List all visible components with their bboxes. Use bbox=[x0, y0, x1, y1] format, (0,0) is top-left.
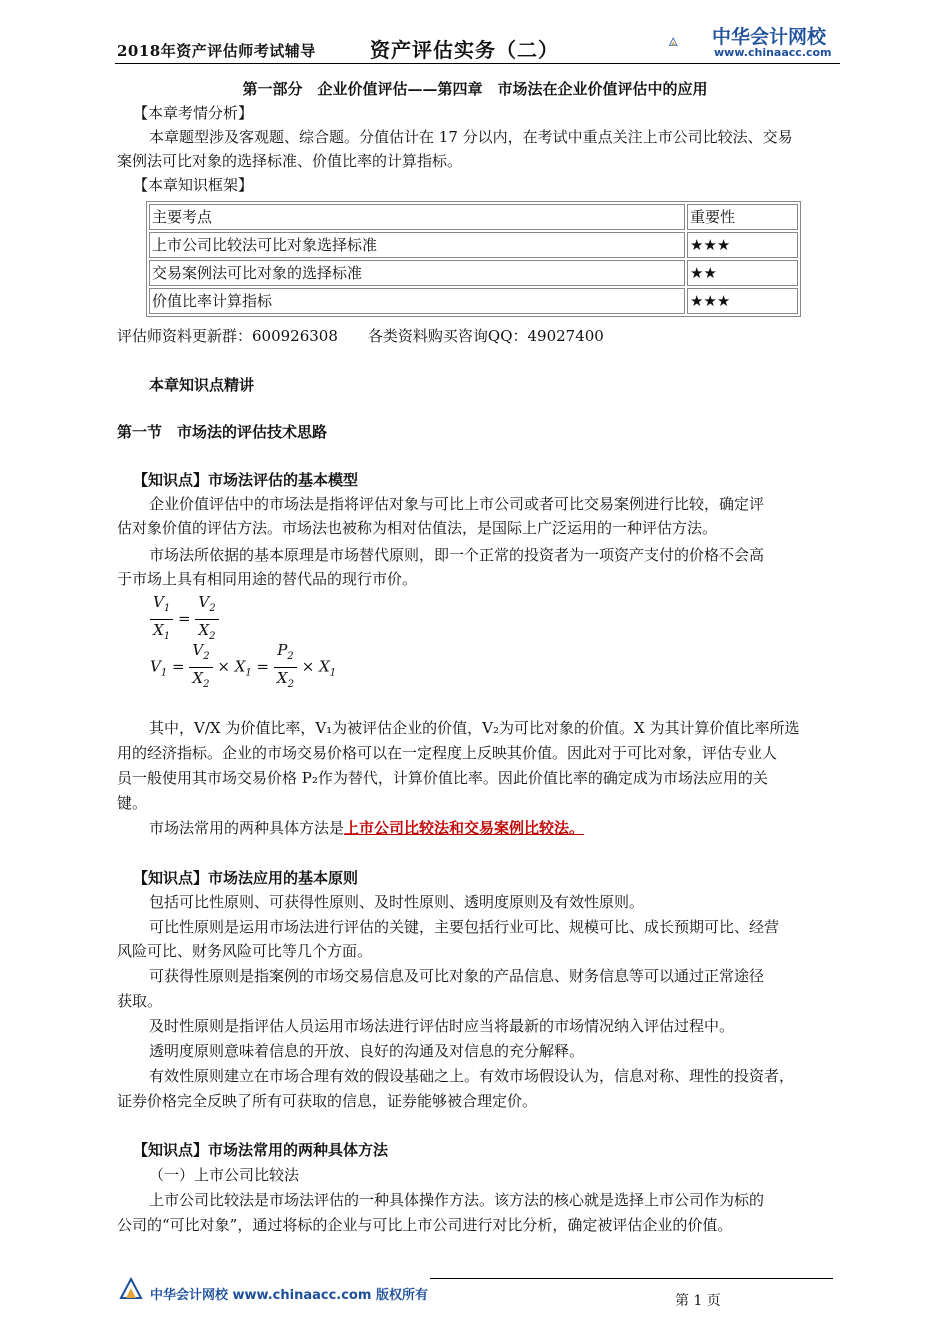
chapter-title: 第一部分 企业价值评估——第四章 市场法在企业价值评估中的应用 bbox=[242, 80, 708, 98]
kp1-heading: 【知识点】市场法评估的基本模型 bbox=[133, 471, 359, 489]
group-info: 评估师资料更新群：600926308 各类资料购买咨询QQ：49027400 bbox=[117, 327, 604, 345]
section-label: 本章知识点精讲 bbox=[149, 376, 255, 394]
importance-stars: ★★ bbox=[687, 260, 798, 286]
importance-stars: ★★★ bbox=[687, 232, 798, 258]
table-cell: 上市公司比较法可比对象选择标准 bbox=[149, 232, 685, 258]
methods-prefix: 市场法常用的两种具体方法是 bbox=[149, 819, 345, 837]
header-book-title: 资产评估实务（二） bbox=[370, 38, 559, 62]
kp2-paragraph: 证券价格完全反映了所有可获取的信息，证券能够被合理定价。 bbox=[117, 1092, 538, 1110]
kp2-paragraph: 风险可比、财务风险可比等几个方面。 bbox=[117, 942, 373, 960]
table-header-cell: 主要考点 bbox=[149, 204, 685, 230]
kp1-paragraph: 键。 bbox=[117, 794, 148, 812]
footer-divider bbox=[430, 1278, 833, 1279]
table-row bbox=[149, 288, 798, 314]
kp1-paragraph: 员一般使用其市场交易价格 P₂作为替代，计算价值比率。因此价值比率的确定成为市场法应用的关 bbox=[117, 769, 768, 787]
kp2-paragraph: 获取。 bbox=[117, 992, 163, 1010]
kp3-subheading: （一）上市公司比较法 bbox=[149, 1166, 300, 1184]
table-cell: 价值比率计算指标 bbox=[149, 288, 685, 314]
importance-stars: ★★★ bbox=[687, 288, 798, 314]
kp2-paragraph: 透明度原则意味着信息的开放、良好的沟通及对信息的充分解释。 bbox=[149, 1042, 585, 1060]
kp2-paragraph: 可比性原则是运用市场法进行评估的关键，主要包括行业可比、规模可比、成长预期可比、经营 bbox=[149, 918, 780, 936]
section-1-title: 第一节 市场法的评估技术思路 bbox=[117, 423, 328, 441]
formula-ratio: $\frac{V_1}{X_1}$ = $\frac{V_2}{X_2}$ bbox=[150, 592, 219, 647]
kp3-heading: 【知识点】市场法常用的两种具体方法 bbox=[133, 1141, 389, 1159]
kp1-paragraph: 市场法所依据的基本原理是市场替代原则，即一个正常的投资者为一项资产支付的价格不会高 bbox=[149, 546, 765, 564]
kp1-paragraph: 企业价值评估中的市场法是指将评估对象与可比上市公司或者可比交易案例进行比较，确定评 bbox=[149, 495, 765, 513]
kp1-paragraph: 估对象价值的评估方法。市场法也被称为相对估值法，是国际上广泛运用的一种评估方法。 bbox=[117, 519, 718, 537]
kp2-paragraph: 可获得性原则是指案例的市场交易信息及可比对象的产品信息、财务信息等可以通过正常途径 bbox=[149, 967, 765, 985]
analysis-line-1: 本章题型涉及客观题、综合题。分值估计在 17 分以内，在考试中重点关注上市公司比较法、交易 bbox=[149, 128, 793, 146]
table-cell: 交易案例法可比对象的选择标准 bbox=[149, 260, 685, 286]
methods-highlight: 上市公司比较法和交易案例比较法。 bbox=[344, 819, 585, 837]
kp2-paragraph: 及时性原则是指评估人员运用市场法进行评估时应当将最新的市场情况纳入评估过程中。 bbox=[149, 1017, 735, 1035]
table-row bbox=[149, 232, 798, 258]
knowledge-framework-table bbox=[146, 201, 801, 317]
kp1-paragraph: 于市场上具有相同用途的替代品的现行市价。 bbox=[117, 570, 418, 588]
footer-logo-icon bbox=[118, 1276, 148, 1302]
logo-url: www.chinaacc.com bbox=[714, 46, 832, 59]
header-course-title: 2018年资产评估师考试辅导 bbox=[117, 42, 316, 60]
table-row bbox=[149, 260, 798, 286]
analysis-heading: 【本章考情分析】 bbox=[133, 104, 254, 122]
table-header-row bbox=[149, 204, 798, 230]
footer-copyright: 中华会计网校 www.chinaacc.com 版权所有 bbox=[150, 1288, 428, 1303]
framework-heading: 【本章知识框架】 bbox=[133, 176, 254, 194]
kp2-heading: 【知识点】市场法应用的基本原则 bbox=[133, 869, 359, 887]
kp3-paragraph: 公司的“可比对象”，通过将标的企业与可比上市公司进行对比分析，确定被评估企业的价值。 bbox=[117, 1216, 733, 1234]
kp2-paragraph: 包括可比性原则、可获得性原则、及时性原则、透明度原则及有效性原则。 bbox=[149, 893, 645, 911]
table-header-cell: 重要性 bbox=[687, 204, 798, 230]
logo-text: 中华会计网校 bbox=[712, 26, 827, 48]
kp3-paragraph: 上市公司比较法是市场法评估的一种具体操作方法。该方法的核心就是选择上市公司作为标的 bbox=[149, 1191, 765, 1209]
formula-value: $V_1$ = $\frac{V_2}{X_2}$ × $X_1$ = $\frac{P_2}{X_2}$ × $X_1$ bbox=[150, 641, 337, 690]
kp1-methods-line bbox=[149, 816, 584, 840]
kp2-paragraph: 有效性原则建立在市场合理有效的假设基础之上。有效市场假设认为，信息对称、理性的投资者， bbox=[149, 1067, 795, 1085]
header-divider bbox=[115, 63, 840, 64]
kp1-paragraph: 用的经济指标。企业的市场交易价格可以在一定程度上反映其价值。因此对于可比对象，评估专业人 bbox=[117, 744, 778, 762]
page-number: 第 1 页 bbox=[675, 1293, 721, 1309]
analysis-line-2: 案例法可比对象的选择标准、价值比率的计算指标。 bbox=[117, 152, 463, 170]
chinaacc-logo-icon bbox=[668, 20, 712, 64]
kp1-paragraph: 其中，V/X 为价值比率，V₁为被评估企业的价值，V₂为可比对象的价值。X 为其计算价值比率所选 bbox=[149, 719, 800, 737]
